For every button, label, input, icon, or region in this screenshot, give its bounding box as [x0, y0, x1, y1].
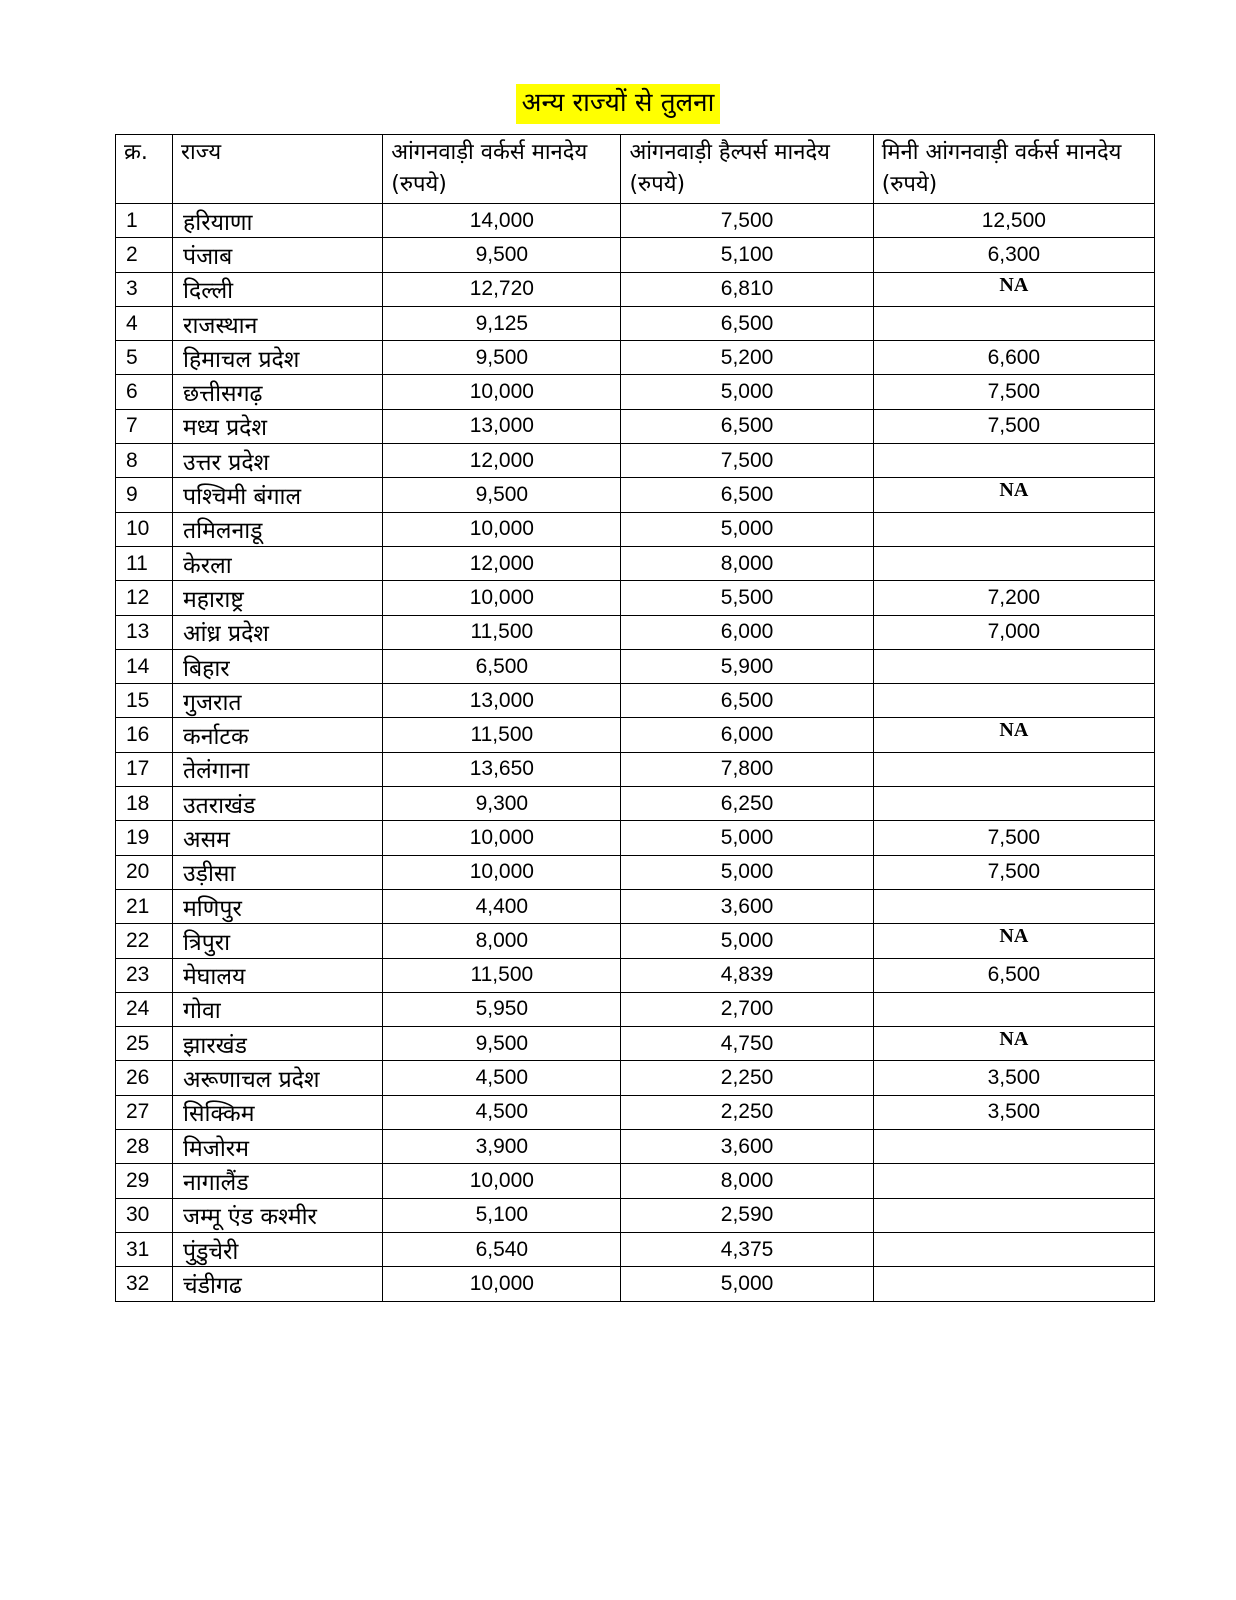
row-state: मणिपुर: [173, 889, 383, 923]
row-mini-workers-honorarium: [873, 444, 1154, 478]
row-sn: 2: [116, 238, 173, 272]
row-sn: 26: [116, 1061, 173, 1095]
row-state: उड़ीसा: [173, 855, 383, 889]
row-sn: 25: [116, 1027, 173, 1061]
row-mini-workers-honorarium: 7,500: [873, 821, 1154, 855]
row-sn: 31: [116, 1232, 173, 1266]
row-workers-honorarium: 6,540: [383, 1232, 621, 1266]
row-sn: 23: [116, 958, 173, 992]
row-sn: 29: [116, 1164, 173, 1198]
row-workers-honorarium: 4,500: [383, 1095, 621, 1129]
row-state: गुजरात: [173, 684, 383, 718]
row-workers-honorarium: 9,125: [383, 306, 621, 340]
header-workers: [383, 135, 621, 204]
table-row: [116, 1232, 1155, 1266]
row-state: जम्मू एंड कश्मीर: [173, 1198, 383, 1232]
table-row: [116, 718, 1155, 752]
table-row: [116, 787, 1155, 821]
row-mini-workers-honorarium: [873, 1267, 1154, 1301]
row-workers-honorarium: 12,000: [383, 444, 621, 478]
row-mini-workers-honorarium: 3,500: [873, 1095, 1154, 1129]
row-helpers-honorarium: 5,000: [621, 512, 873, 546]
row-workers-honorarium: 10,000: [383, 821, 621, 855]
header-row: [116, 135, 1155, 204]
row-mini-workers-honorarium: 7,000: [873, 615, 1154, 649]
row-workers-honorarium: 9,500: [383, 341, 621, 375]
row-workers-honorarium: 11,500: [383, 615, 621, 649]
row-state: पंजाब: [173, 238, 383, 272]
row-workers-honorarium: 6,500: [383, 649, 621, 683]
row-state: नागालैंड: [173, 1164, 383, 1198]
row-workers-honorarium: 13,650: [383, 752, 621, 786]
table-row: [116, 581, 1155, 615]
row-state: मेघालय: [173, 958, 383, 992]
row-helpers-honorarium: 5,500: [621, 581, 873, 615]
row-state: पश्चिमी बंगाल: [173, 478, 383, 512]
header-helpers-label: आंगनवाड़ी हैल्पर्स मानदेय (रुपये): [629, 140, 830, 197]
table-row: [116, 649, 1155, 683]
row-helpers-honorarium: 6,810: [621, 272, 873, 306]
row-state: झारखंड: [173, 1027, 383, 1061]
row-mini-workers-honorarium: [873, 649, 1154, 683]
title-wrapper: [0, 84, 1236, 124]
row-workers-honorarium: 11,500: [383, 718, 621, 752]
row-state: आंध्र प्रदेश: [173, 615, 383, 649]
row-workers-honorarium: 10,000: [383, 1164, 621, 1198]
row-helpers-honorarium: 3,600: [621, 1130, 873, 1164]
row-workers-honorarium: 8,000: [383, 924, 621, 958]
row-mini-workers-honorarium: NA: [873, 272, 1154, 306]
row-sn: 9: [116, 478, 173, 512]
row-state: दिल्ली: [173, 272, 383, 306]
row-sn: 1: [116, 204, 173, 238]
row-workers-honorarium: 12,000: [383, 546, 621, 580]
row-helpers-honorarium: 6,500: [621, 684, 873, 718]
row-workers-honorarium: 5,950: [383, 992, 621, 1026]
row-sn: 32: [116, 1267, 173, 1301]
table-row: [116, 1130, 1155, 1164]
table-row: [116, 341, 1155, 375]
row-sn: 11: [116, 546, 173, 580]
row-state: राजस्थान: [173, 306, 383, 340]
row-workers-honorarium: 10,000: [383, 375, 621, 409]
row-workers-honorarium: 13,000: [383, 684, 621, 718]
row-sn: 7: [116, 409, 173, 443]
row-helpers-honorarium: 6,250: [621, 787, 873, 821]
row-helpers-honorarium: 5,100: [621, 238, 873, 272]
row-sn: 14: [116, 649, 173, 683]
row-helpers-honorarium: 5,900: [621, 649, 873, 683]
table-row: [116, 1198, 1155, 1232]
row-workers-honorarium: 13,000: [383, 409, 621, 443]
row-state: हिमाचल प्रदेश: [173, 341, 383, 375]
row-sn: 10: [116, 512, 173, 546]
row-state: गोवा: [173, 992, 383, 1026]
row-sn: 30: [116, 1198, 173, 1232]
row-helpers-honorarium: 3,600: [621, 889, 873, 923]
row-state: अरूणाचल प्रदेश: [173, 1061, 383, 1095]
row-sn: 19: [116, 821, 173, 855]
row-helpers-honorarium: 6,500: [621, 306, 873, 340]
row-workers-honorarium: 11,500: [383, 958, 621, 992]
row-sn: 4: [116, 306, 173, 340]
row-workers-honorarium: 10,000: [383, 581, 621, 615]
row-helpers-honorarium: 7,800: [621, 752, 873, 786]
row-workers-honorarium: 12,720: [383, 272, 621, 306]
header-mini: [873, 135, 1154, 204]
header-mini-label: मिनी आंगनवाड़ी वर्कर्स मानदेय (रुपये): [881, 140, 1122, 197]
row-workers-honorarium: 14,000: [383, 204, 621, 238]
row-sn: 5: [116, 341, 173, 375]
row-mini-workers-honorarium: 3,500: [873, 1061, 1154, 1095]
row-helpers-honorarium: 6,500: [621, 409, 873, 443]
row-mini-workers-honorarium: NA: [873, 478, 1154, 512]
row-workers-honorarium: 9,500: [383, 238, 621, 272]
table-row: [116, 512, 1155, 546]
row-mini-workers-honorarium: [873, 1164, 1154, 1198]
row-sn: 24: [116, 992, 173, 1026]
row-sn: 6: [116, 375, 173, 409]
row-workers-honorarium: 9,500: [383, 478, 621, 512]
row-mini-workers-honorarium: 7,500: [873, 409, 1154, 443]
table-row: [116, 272, 1155, 306]
row-workers-honorarium: 9,300: [383, 787, 621, 821]
row-mini-workers-honorarium: NA: [873, 924, 1154, 958]
row-mini-workers-honorarium: [873, 787, 1154, 821]
table-row: [116, 409, 1155, 443]
row-state: महाराष्ट्र: [173, 581, 383, 615]
header-state-label: राज्य: [181, 140, 222, 165]
row-helpers-honorarium: 8,000: [621, 546, 873, 580]
row-sn: 27: [116, 1095, 173, 1129]
row-sn: 12: [116, 581, 173, 615]
table-row: [116, 1061, 1155, 1095]
row-mini-workers-honorarium: NA: [873, 718, 1154, 752]
row-mini-workers-honorarium: 6,300: [873, 238, 1154, 272]
row-mini-workers-honorarium: [873, 889, 1154, 923]
table-row: [116, 821, 1155, 855]
row-state: तेलंगाना: [173, 752, 383, 786]
table-row: [116, 478, 1155, 512]
row-helpers-honorarium: 8,000: [621, 1164, 873, 1198]
row-state: मध्य प्रदेश: [173, 409, 383, 443]
comparison-table: [115, 134, 1155, 1302]
row-mini-workers-honorarium: 12,500: [873, 204, 1154, 238]
row-state: उत्तर प्रदेश: [173, 444, 383, 478]
row-mini-workers-honorarium: 6,500: [873, 958, 1154, 992]
row-workers-honorarium: 10,000: [383, 1267, 621, 1301]
row-mini-workers-honorarium: 6,600: [873, 341, 1154, 375]
table-row: [116, 1095, 1155, 1129]
table-row: [116, 855, 1155, 889]
table-row: [116, 684, 1155, 718]
row-sn: 13: [116, 615, 173, 649]
header-helpers: [621, 135, 873, 204]
row-helpers-honorarium: 6,000: [621, 615, 873, 649]
row-state: उतराखंड: [173, 787, 383, 821]
header-state: [173, 135, 383, 204]
row-helpers-honorarium: 2,700: [621, 992, 873, 1026]
row-state: हरियाणा: [173, 204, 383, 238]
row-mini-workers-honorarium: [873, 306, 1154, 340]
row-helpers-honorarium: 6,000: [621, 718, 873, 752]
row-sn: 18: [116, 787, 173, 821]
row-sn: 21: [116, 889, 173, 923]
row-state: त्रिपुरा: [173, 924, 383, 958]
row-helpers-honorarium: 5,200: [621, 341, 873, 375]
row-sn: 20: [116, 855, 173, 889]
header-workers-label: आंगनवाड़ी वर्कर्स मानदेय (रुपये): [391, 140, 588, 197]
table-row: [116, 958, 1155, 992]
row-workers-honorarium: 10,000: [383, 512, 621, 546]
table-row: [116, 615, 1155, 649]
table-row: [116, 375, 1155, 409]
table-row: [116, 1164, 1155, 1198]
table-row: [116, 889, 1155, 923]
row-workers-honorarium: 5,100: [383, 1198, 621, 1232]
row-helpers-honorarium: 4,375: [621, 1232, 873, 1266]
row-sn: 28: [116, 1130, 173, 1164]
row-mini-workers-honorarium: [873, 1198, 1154, 1232]
row-sn: 3: [116, 272, 173, 306]
row-helpers-honorarium: 5,000: [621, 924, 873, 958]
row-helpers-honorarium: 2,250: [621, 1095, 873, 1129]
row-state: चंडीगढ: [173, 1267, 383, 1301]
table-row: [116, 924, 1155, 958]
row-helpers-honorarium: 5,000: [621, 855, 873, 889]
row-mini-workers-honorarium: [873, 752, 1154, 786]
row-mini-workers-honorarium: [873, 684, 1154, 718]
row-sn: 8: [116, 444, 173, 478]
row-helpers-honorarium: 5,000: [621, 821, 873, 855]
page-title: अन्य राज्यों से तुलना: [516, 84, 721, 124]
row-helpers-honorarium: 7,500: [621, 204, 873, 238]
row-workers-honorarium: 3,900: [383, 1130, 621, 1164]
row-state: असम: [173, 821, 383, 855]
row-helpers-honorarium: 5,000: [621, 375, 873, 409]
row-state: पुंडुचेरी: [173, 1232, 383, 1266]
row-mini-workers-honorarium: 7,500: [873, 375, 1154, 409]
row-state: मिजोरम: [173, 1130, 383, 1164]
row-mini-workers-honorarium: [873, 546, 1154, 580]
table-row: [116, 752, 1155, 786]
row-state: सिक्किम: [173, 1095, 383, 1129]
row-helpers-honorarium: 4,750: [621, 1027, 873, 1061]
row-state: बिहार: [173, 649, 383, 683]
row-helpers-honorarium: 5,000: [621, 1267, 873, 1301]
row-mini-workers-honorarium: [873, 512, 1154, 546]
row-state: केरला: [173, 546, 383, 580]
row-helpers-honorarium: 4,839: [621, 958, 873, 992]
table-body: [116, 204, 1155, 1302]
row-sn: 16: [116, 718, 173, 752]
table-row: [116, 1267, 1155, 1301]
row-state: तमिलनाडू: [173, 512, 383, 546]
row-workers-honorarium: 4,500: [383, 1061, 621, 1095]
row-sn: 17: [116, 752, 173, 786]
table-row: [116, 238, 1155, 272]
table-row: [116, 992, 1155, 1026]
row-state: छत्तीसगढ़: [173, 375, 383, 409]
table-row: [116, 546, 1155, 580]
row-mini-workers-honorarium: [873, 1130, 1154, 1164]
header-sn-label: क्र.: [124, 140, 148, 165]
table-row: [116, 306, 1155, 340]
row-sn: 15: [116, 684, 173, 718]
header-sn: [116, 135, 173, 204]
row-helpers-honorarium: 2,590: [621, 1198, 873, 1232]
row-workers-honorarium: 9,500: [383, 1027, 621, 1061]
table-row: [116, 204, 1155, 238]
row-mini-workers-honorarium: 7,200: [873, 581, 1154, 615]
row-state: कर्नाटक: [173, 718, 383, 752]
table-row: [116, 1027, 1155, 1061]
row-helpers-honorarium: 7,500: [621, 444, 873, 478]
row-workers-honorarium: 10,000: [383, 855, 621, 889]
row-sn: 22: [116, 924, 173, 958]
row-workers-honorarium: 4,400: [383, 889, 621, 923]
row-helpers-honorarium: 6,500: [621, 478, 873, 512]
table-row: [116, 444, 1155, 478]
row-mini-workers-honorarium: 7,500: [873, 855, 1154, 889]
row-helpers-honorarium: 2,250: [621, 1061, 873, 1095]
row-mini-workers-honorarium: [873, 1232, 1154, 1266]
row-mini-workers-honorarium: [873, 992, 1154, 1026]
row-mini-workers-honorarium: NA: [873, 1027, 1154, 1061]
